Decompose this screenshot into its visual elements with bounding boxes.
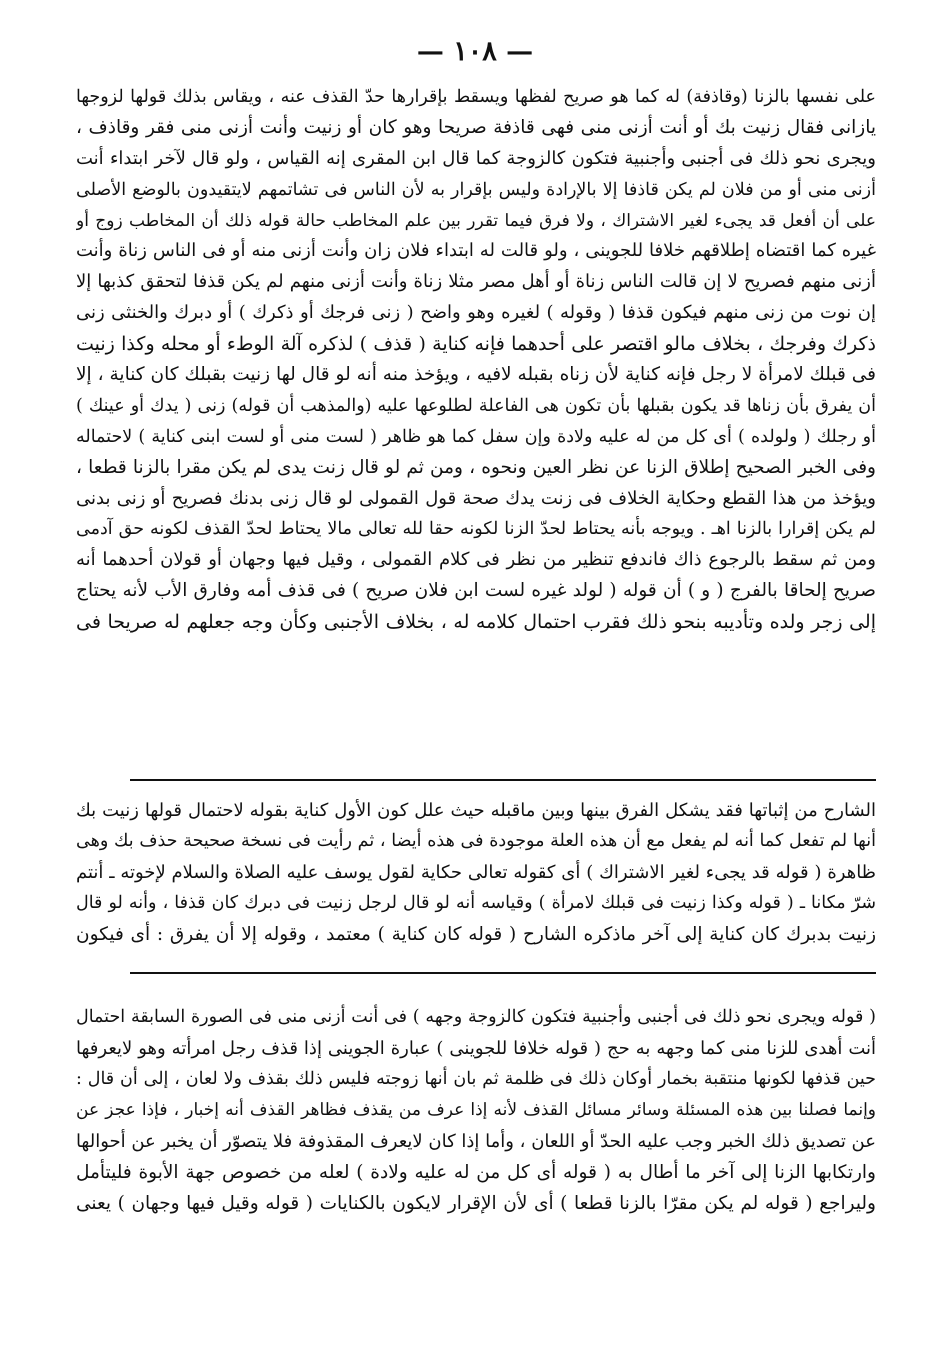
text-line: أزنى منهم فصريح لا إن قالت الناس زناة أو أهل مصر مثلا زناة وأنت أزنى منهم لم يكن قذفا لتحقق كذبها إلا <box>76 271 876 293</box>
footnote-line: حين قذفها لكونها منتقبة بخمار أوكان ذلك فى ظلمة ثم بان أنها زوجته فليس ذلك بقذف ولا لعان ، إلى أن قال : <box>76 1069 876 1089</box>
text-line: لم يكن إقرارا بالزنا اهـ . ويوجه بأنه يحتاط لحدّ الزنا لكونه حقا لله تعالى مالا يحتاط لحدّ القذف لكونه حق آدمى <box>76 519 876 540</box>
footnote-line: الشارح من إثباتها فقد يشكل الفرق بينها وبين ماقبله حيث علل كون الأول كناية بقوله لاحتمال قولها زنيت بك <box>76 800 876 821</box>
text-line: على أن أفعل قد يجىء لغير الاشتراك ، ولا فرق فيما تقرر بين علم المخاطب حالة قوله ذلك أن المخاطب زوج أو <box>76 210 876 231</box>
footnote-line: ( قوله ويجرى نحو ذلك فى أجنبى وأجنبية فتكون كالزوجة وجهه ) فى أنت أزنى منى فى الصورة السابقة احتمال <box>76 1007 876 1027</box>
footnote-line: وليراجع ( قوله لم يكن مقرّا بالزنا قطعا ) أى لأن الإقرار لايكون بالكنايات ( قوله وقيل فيها وجهان ) يعنى <box>76 1193 876 1214</box>
footnote-line: شرّ مكانا ـ ( قوله وكذا زنيت فى قبلك لامرأة ) وقياسه أنه لو قال لرجل زنيت فى دبرك كان قذفا ، وأنه لو قال <box>76 893 876 913</box>
text-line: إن نوت من زنى منهم فيكون قذفا ( وقوله ) لغيره وهو واضح ( زنى فرجك أو ذكرك ) أو دبرك والخنثى زنى <box>76 302 876 324</box>
text-line: ويؤخذ من هذا القطع وحكاية الخلاف فى زنت يدك صحة قول القمولى لو قال زنى بدنك فصريح أو زنى بدنى <box>76 487 876 509</box>
text-line: غيره كما اقتضاه إطلاقهم خلافا للجوينى ، ولو قالت له ابتداء فلان زان وأنت أزنى منه أو فى الناس زناة وأنت <box>76 240 876 262</box>
footnote-line: زنيت بدبرك كان كناية إلى آخر ماذكره الشارح ( قوله كان كناية ) معتمد ، وقوله إلا أن يفرق : أى فيكون <box>76 924 876 945</box>
footnote-divider <box>130 779 876 781</box>
text-line: على نفسها بالزنا (وقاذفة) له كما هو صريح لفظها ويسقط بإقرارها حدّ القذف عنه ، ويقاس بذلك قولها لزوجها <box>76 87 876 107</box>
main-text <box>76 82 876 638</box>
footnote-block-2 <box>76 1002 876 1219</box>
footnote-block-1 <box>76 795 876 950</box>
footnote-line: عن تصديق ذلك الخبر وجب عليه الحدّ أو اللعان ، وأما إذا كان لايعرف المقذوفة فلا يتصوّر أن يخبر عن أحوالها <box>76 1131 876 1152</box>
footnote-line: أنت أهدى للزنا منى كما وجهه به حج ( قوله خلافا للجوينى ) عبارة الجوينى إذا قذف رجل امرأته وهو لايعرفها <box>76 1038 876 1059</box>
footnote-divider <box>130 972 876 974</box>
text-line: أزنى منى أو من فلان لم يكن قاذفا إلا بالإرادة وليس بإقرار به لأن الناس فى تشاتمهم لايتقيدون بالوضع الأصلى <box>76 179 876 200</box>
footnote-line: ظاهرة ( قوله قد يجىء لغير الاشتراك ) أى كقوله تعالى حكاية لقول يوسف عليه الصلاة والسلام لإخوته ـ أنتم <box>76 862 876 883</box>
text-line: ذكرك وفرجك ، بخلاف مالو اقتصر على أحدهما فإنه كناية ( قذف ) لذكره آلة الوطء أو محله وكذا زنيت <box>76 333 876 356</box>
footnote-line: أنها لم تفعل كما أنه لم يفعل مع أن هذه العلة موجودة فى هذه أيضا ، ثم رأيت فى نسخة صحيحة حذف بك وهى <box>76 831 876 851</box>
page-number: — ١٠٨ — <box>416 36 534 67</box>
text-line: أن يفرق بأن زناها قد يكون بقبلها بأن تكون هى الفاعلة لطلوعها عليه (والمذهب أن قوله) زنى ( يدك أو عينك ) <box>76 395 876 416</box>
text-line: ومن ثم سقط بالرجوع ذاك فاندفع تنظير من نظر فى كلام القمولى ، وقيل فيها وجهان أو قولان أحدهما أنه <box>76 549 876 571</box>
text-line: فى قبلك لامرأة لا رجل فإنه كناية لأن زناه بقبله لافيه ، ويؤخذ منه أنه لو قال لها زنيت بقبلك كان كناية ، إلا <box>76 364 876 386</box>
footnote-line: وارتكابها الزنا إلى آخر ما أطال به ( قوله أى كل من له عليه ولادة ) لعله من خصوص جهة الأبوة فليتأمل <box>76 1162 876 1183</box>
footnote-line: وإنما فصلنا بين هذه المسئلة وسائر مسائل القذف لأنه إذا عرف من يقذف فظاهر القذف أنه إخبار ، فإذا عجز عن <box>76 1100 876 1120</box>
text-line: ويجرى نحو ذلك فى أجنبى وأجنبية فتكون كالزوجة كما قال ابن المقرى إنه القياس ، ولو قال لآخر ابتداء أنت <box>76 147 876 169</box>
text-line: إلى زجر ولده وتأديبه بنحو ذلك فقرب احتمال كلامه له ، بخلاف الأجنبى وكأن وجه جعلهم له صريحا فى <box>76 611 876 634</box>
text-line: يازانى فقال زنيت بك أو أنت أزنى منى فهى قاذفة صريحا وهو كان أو زنيت وأنت أزنى منى فقر وقاذف ، <box>76 116 876 138</box>
text-line: صريح إلحاقا بالفرج ( و ) أن قوله ( لولد غيره لست ابن فلان صريح ) فى قذف أمه وفارق الأب لأنه يحتاج <box>76 580 876 602</box>
text-line: وفى الخبر الصحيح إطلاق الزنا عن نظر العين ونحوه ، ومن ثم لو قال زنت يدى لم يكن مقرا بالزنا قطعا ، <box>76 456 876 478</box>
text-line: أو رجلك ( ولولده ) أى كل من له عليه ولادة وإن سفل كما هو ظاهر ( لست منى أو لست ابنى كناية ) لاحتماله <box>76 426 876 447</box>
